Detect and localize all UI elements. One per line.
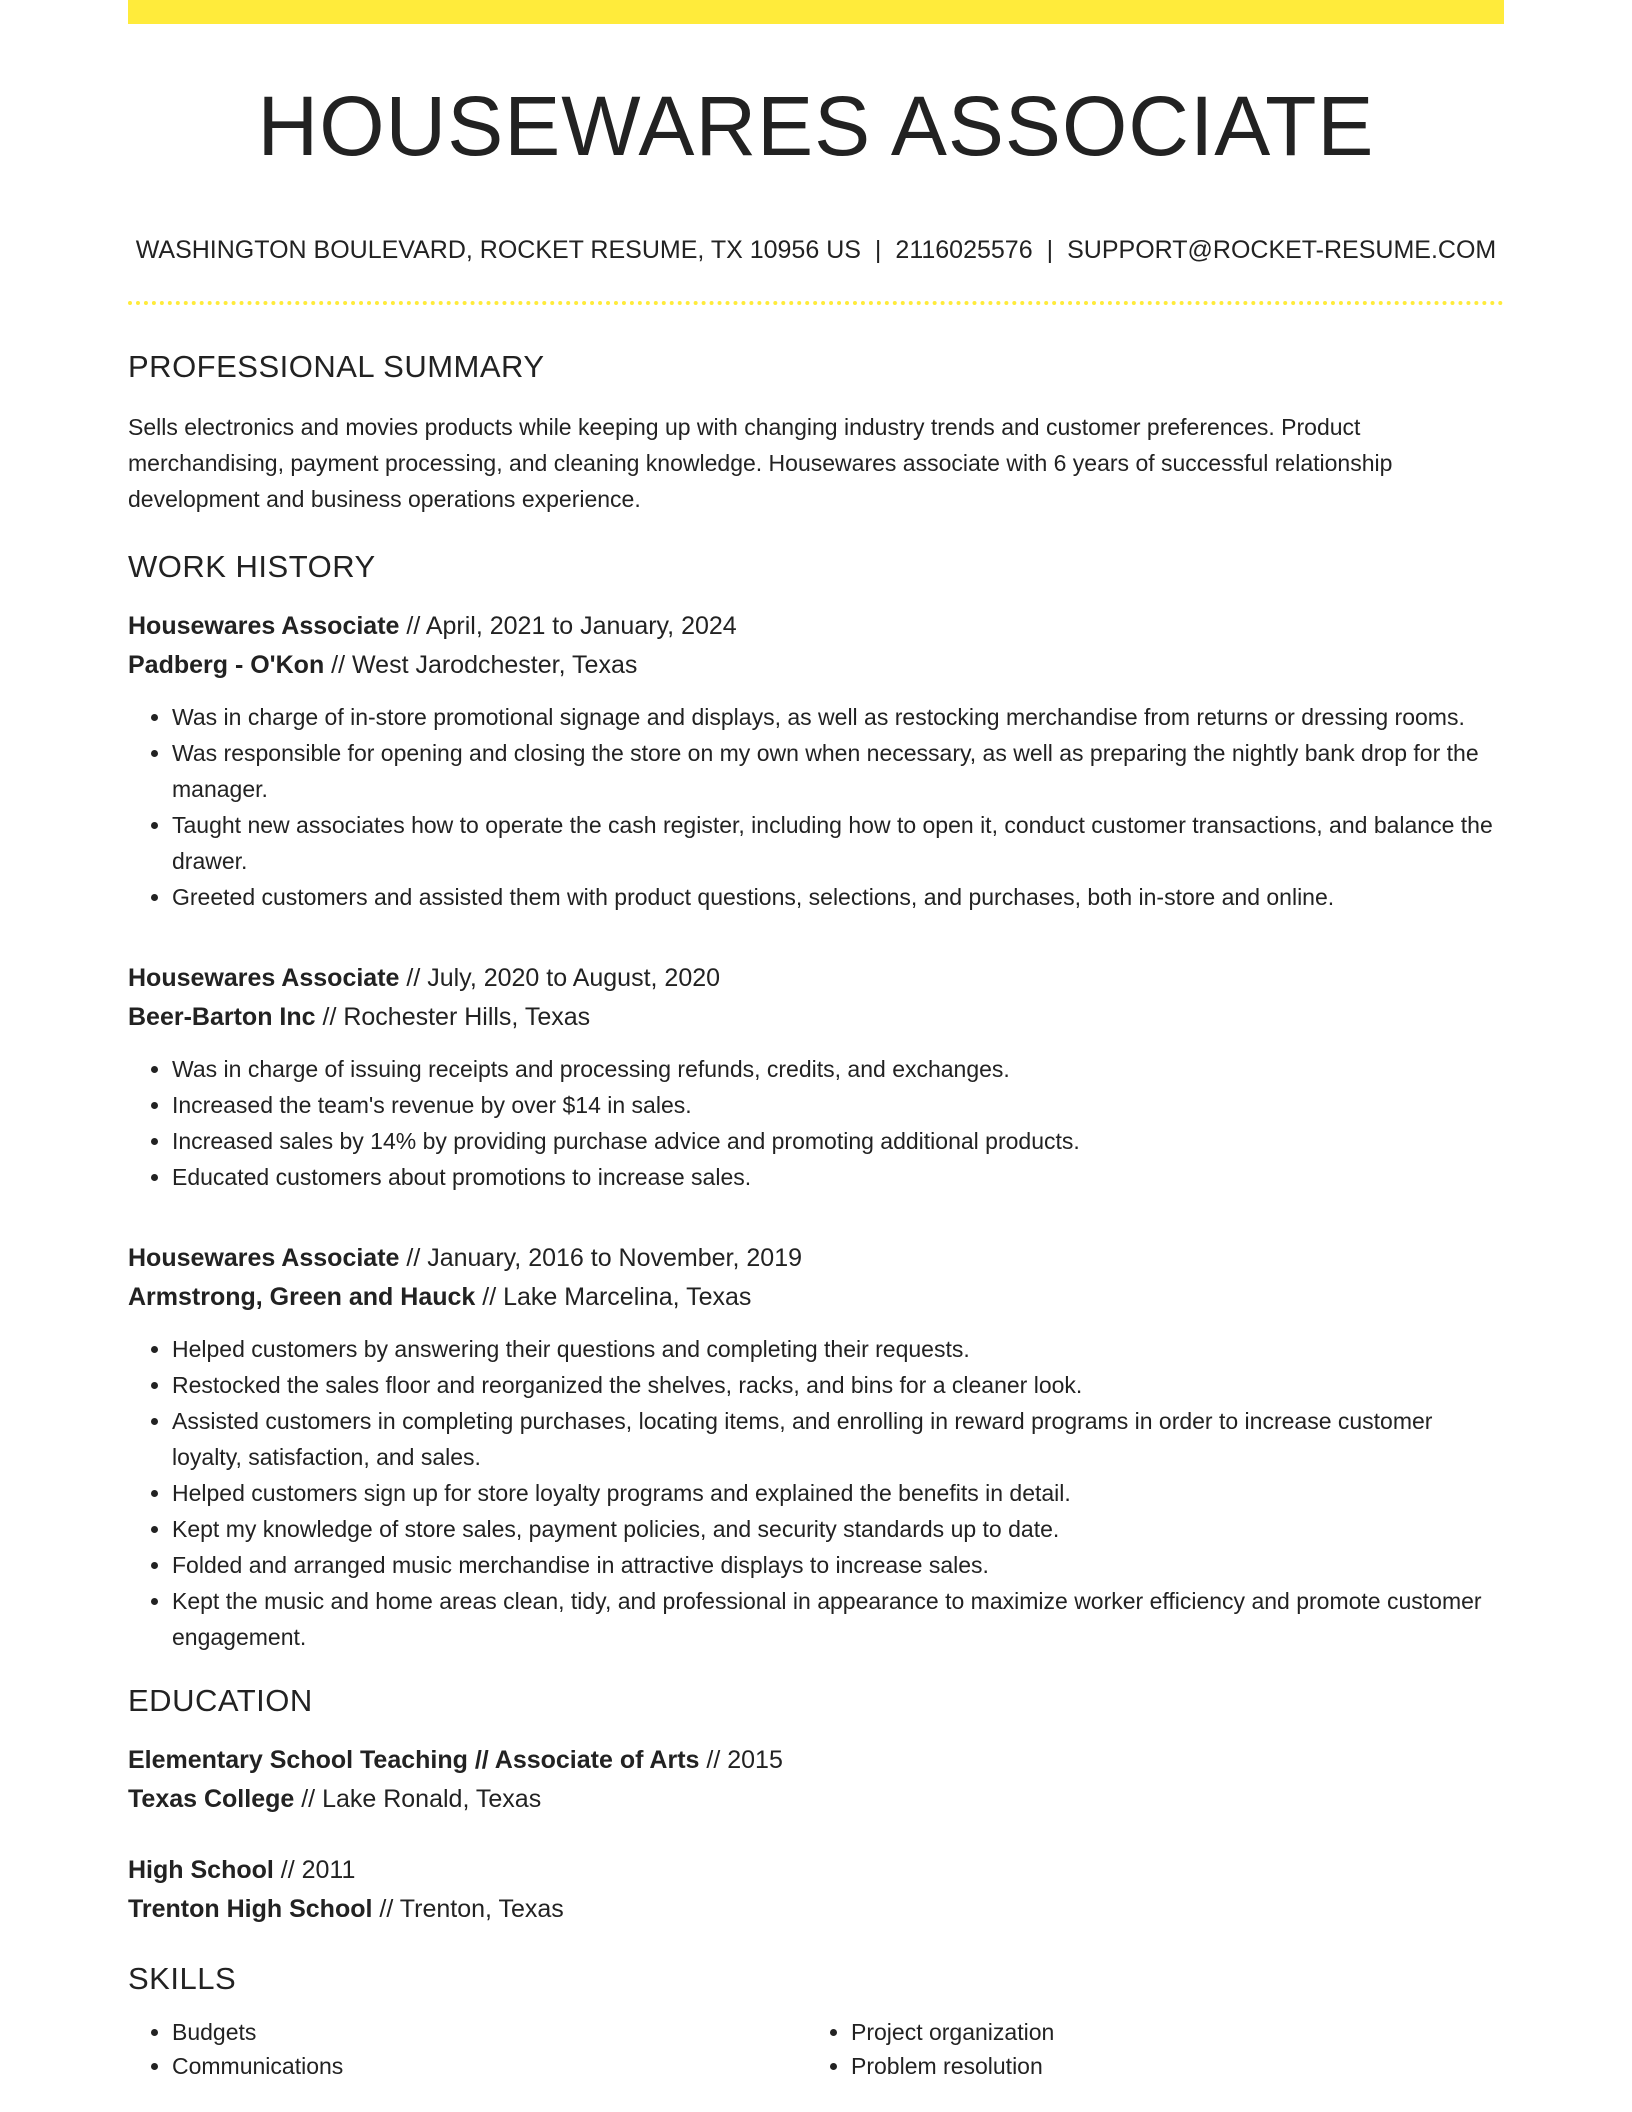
list-item: • Greeted customers and assisted them with product questions, selections, and purchases, both in-store and online. <box>172 879 1504 915</box>
job-role-line <box>128 1239 1504 1278</box>
education-degree: High School <box>128 1856 274 1884</box>
job-dates: // January, 2016 to November, 2019 <box>399 1244 803 1272</box>
education-location: // Trenton, Texas <box>372 1895 564 1923</box>
job-location: // Rochester Hills, Texas <box>315 1003 591 1031</box>
job-role: Housewares Associate <box>128 964 400 992</box>
job-company-line <box>128 1278 1504 1317</box>
job-entry <box>128 959 1504 1195</box>
education-degree-line <box>128 1851 1504 1890</box>
list-item: • Increased the team's revenue by over $14 in sales. <box>172 1087 1504 1123</box>
job-bullets <box>128 1331 1504 1655</box>
section-title-work-history: WORK HISTORY <box>128 549 376 584</box>
skills-columns <box>128 2015 1504 2083</box>
education-year: // 2015 <box>699 1746 783 1774</box>
job-bullets <box>128 1051 1504 1195</box>
education-entry <box>128 1851 1504 1929</box>
job-role: Housewares Associate <box>128 612 400 640</box>
list-item: • Folded and arranged music merchandise in attractive displays to increase sales. <box>172 1547 1504 1583</box>
job-bullets <box>128 699 1504 915</box>
list-item: • Problem resolution <box>851 2049 1486 2083</box>
contact-separator: | <box>1046 236 1054 264</box>
job-company: Beer-Barton Inc <box>128 1003 316 1031</box>
contact-phone: 2116025576 <box>895 236 1033 264</box>
list-item: • Assisted customers in completing purchases, locating items, and enrolling in reward programs in order to increase customer loyalty, satisfaction, and sales. <box>172 1403 1504 1475</box>
job-location: // West Jarodchester, Texas <box>324 651 638 679</box>
job-role: Housewares Associate <box>128 1244 400 1272</box>
education-degree: Elementary School Teaching // Associate of Arts <box>128 1746 700 1774</box>
skills-list-left <box>128 2015 807 2083</box>
list-item: • Project organization <box>851 2015 1486 2049</box>
list-item: • Kept the music and home areas clean, tidy, and professional in appearance to maximize worker efficiency and promote customer engagement. <box>172 1583 1504 1655</box>
education-year: // 2011 <box>273 1856 356 1884</box>
contact-email: SUPPORT@ROCKET-RESUME.COM <box>1067 236 1497 264</box>
skills-list-right <box>807 2015 1486 2083</box>
contact-address: WASHINGTON BOULEVARD, ROCKET RESUME, TX 10956 US <box>135 236 861 264</box>
list-item: • Was in charge of issuing receipts and processing refunds, credits, and exchanges. <box>172 1051 1504 1087</box>
section-title-education: EDUCATION <box>128 1683 313 1718</box>
job-entry <box>128 1239 1504 1655</box>
list-item: • Was in charge of in-store promotional signage and displays, as well as restocking merchandise from returns or dressing rooms. <box>172 699 1504 735</box>
job-role-line <box>128 607 1504 646</box>
list-item: • Was responsible for opening and closing the store on my own when necessary, as well as preparing the nightly bank drop for the manager. <box>172 735 1504 807</box>
job-company: Padberg - O'Kon <box>128 651 325 679</box>
education-school-line <box>128 1890 1504 1929</box>
education-school-line <box>128 1780 1504 1819</box>
job-location: // Lake Marcelina, Texas <box>475 1283 752 1311</box>
job-role-line <box>128 959 1504 998</box>
list-item: • Communications <box>172 2049 807 2083</box>
list-item: • Helped customers sign up for store loyalty programs and explained the benefits in detail. <box>172 1475 1504 1511</box>
job-company-line <box>128 998 1504 1037</box>
section-title-skills: SKILLS <box>128 1961 237 1996</box>
contact-line <box>128 236 1504 265</box>
job-company-line <box>128 646 1504 685</box>
contact-separator: | <box>874 236 882 264</box>
list-item: • Budgets <box>172 2015 807 2049</box>
list-item: • Increased sales by 14% by providing purchase advice and promoting additional products. <box>172 1123 1504 1159</box>
list-item: • Taught new associates how to operate the cash register, including how to open it, conduct customer transactions, and balance the drawer. <box>172 807 1504 879</box>
education-school: Trenton High School <box>128 1895 373 1923</box>
summary-text: Sells electronics and movies products while keeping up with changing industry trends and customer preferences. Product merchandising, payment processing, and cleaning knowledge. Housewares associate with 6 years of successful relationship development and business operations experience. <box>128 414 1393 512</box>
job-dates: // July, 2020 to August, 2020 <box>399 964 721 992</box>
section-title-summary: PROFESSIONAL SUMMARY <box>128 349 545 384</box>
education-entry <box>128 1741 1504 1819</box>
education-location: // Lake Ronald, Texas <box>294 1785 542 1813</box>
job-entry <box>128 607 1504 915</box>
resume-page <box>128 0 1504 2083</box>
resume-title: HOUSEWARES ASSOCIATE <box>257 79 1375 173</box>
list-item: • Kept my knowledge of store sales, payment policies, and security standards up to date. <box>172 1511 1504 1547</box>
job-dates: // April, 2021 to January, 2024 <box>399 612 737 640</box>
list-item: • Helped customers by answering their questions and completing their requests. <box>172 1331 1504 1367</box>
list-item: • Educated customers about promotions to increase sales. <box>172 1159 1504 1195</box>
accent-top-bar <box>128 0 1504 24</box>
dotted-divider <box>128 301 1504 305</box>
job-company: Armstrong, Green and Hauck <box>128 1283 476 1311</box>
education-school: Texas College <box>128 1785 295 1813</box>
education-degree-line <box>128 1741 1504 1780</box>
list-item: • Restocked the sales floor and reorganized the shelves, racks, and bins for a cleaner look. <box>172 1367 1504 1403</box>
